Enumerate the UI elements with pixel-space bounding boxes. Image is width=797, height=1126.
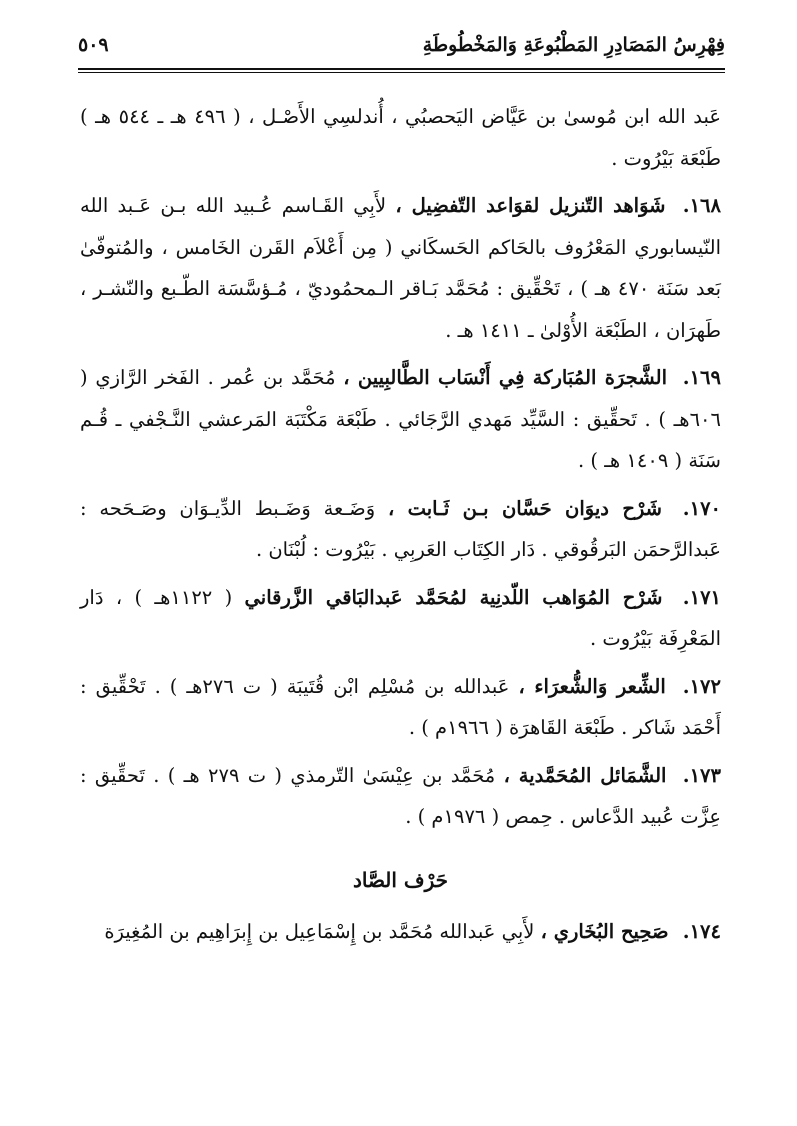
entry-title: الشَّجرَة المُبَاركة فِي أَنْسَاب الطَّالبِيين ، [343,366,668,389]
entry-173 [80,755,721,838]
entry-168 [80,185,721,351]
page-number: ٥٠٩ [78,34,109,56]
entry-title: صَحِيح البُخَاري ، [540,920,669,943]
entry-169 [80,357,721,482]
section-heading: حَرْف الصَّاد [352,867,449,892]
entry-text: مُحَمَّد بن عُمر . الفَخر الرَّازي ( ٦٠٦هـ ) . تَحقِّيق : السَّيِّد مَهدي الرَّجَائي . طَبْعَة مَكْتَبَة المَرعشي النَّـجْفي ـ قُـم سَنَة ( ١٤٠٩ هـ ) . [80,366,721,472]
entry-174 [80,911,721,953]
entry-172 [80,666,721,749]
entry-title: الشَّمَائل المُحَمَّدية ، [503,763,667,787]
entry-title: الشِّعر وَالشُّعرَاء ، [518,674,666,698]
entry-number: ١٧١. [682,585,722,609]
entry-title: شَوَاهد التّنزيل لقوَاعد التّفضِيل ، [395,194,666,217]
entry-number: ١٧٢. [682,674,721,698]
header-rule [78,68,725,73]
entry-text: ( ١١٢٢هـ ) ، دَار المَعْرِفَة بَيْرُوت . [80,585,721,650]
entry-171 [80,577,721,660]
entry-title: شَرْح المُوَاهب اللّدنِية لمُحَمَّد عَبدالبَاقي الزَّرقاني [244,585,663,609]
page-header [78,28,725,68]
entry-170 [80,488,721,571]
entry-text: مُحَمَّد بن عِيْسَىٰ التّرمذي ( ت ٢٧٩ هـ ) . تَحقِّيق : عِزَّت عُبيد الدَّعاس . حِمص ( ١٩٧٦م ) . [80,763,721,828]
entry-text: لأَبِي القَـاسم عُـبيد الله بـن عَـبد الله النّيسابوري المَعْرُوف بالحَاكم الحَسكَاني ( مِن أَعْلاَم القَرن الخَامس ، والمُتوفّىٰ بَعد سَنَة ٤٧٠ هـ ) ، تَحْقِّيق : مُحَمَّد بَـاقر الـمحمُوديّ ، مُـؤسَّسَة الطّـبع والنّشـر ، طَهرَان ، الطَبْعَة الأُوْلىٰ ـ ١٤١١ هـ . [80,194,721,342]
entry-number: ١٧٣. [682,763,721,787]
entry-text: لأَبِي عَبدالله مُحَمَّد بن إِسْمَاعِيل بن إِبرَاهِيم بن المُغِيرَة [104,920,535,943]
entry-text: عَبد الله ابن مُوسىٰ بن عَيَّاض اليَحصبُي ، أُندلسِي الأَصْـل ، ( ٤٩٦ هـ ـ ٥٤٤ هـ ) طَبْعَة بَيْرُوت . [80,105,721,170]
entry-number: ١٧٤. [682,920,721,943]
entry-continuation [80,96,721,179]
entry-text: وَضَـعة وَضَـبط الدِّيـوَان وصَـحَحه : عَبدالرَّحمَن البَرقُوقي . دَار الكِتَاب العَربِي . بَيْرُوت : لُبْنَان . [80,496,721,561]
running-title: فِهْرِسُ المَصَادِرِ المَطْبُوعَةِ وَالمَخْطُوطَةِ [422,34,725,56]
entry-number: ١٧٠. [682,496,722,520]
entry-text: عَبدالله بن مُسْلِم ابْن قُتَيبَة ( ت ٢٧٦هـ ) . تَحْقِّيق : أَحْمَد شَاكر . طَبْعَة القَاهرَة ( ١٩٦٦م ) . [80,674,721,739]
bibliography-body [80,96,721,959]
entry-title: شَرْح ديوَان حَسَّان بـن ثَـابت ، [387,496,663,520]
entry-number: ١٦٩. [682,366,721,389]
entry-number: ١٦٨. [682,194,721,217]
